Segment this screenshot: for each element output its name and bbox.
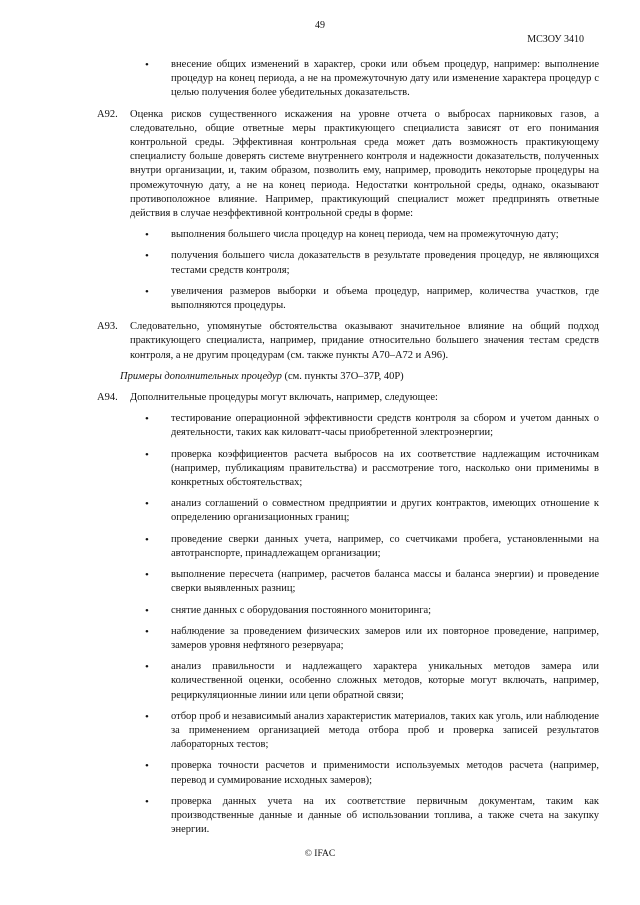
list-item: • получения большего числа доказательств в результате проведения процедур, не являющихся тестами средств контроля;: [145, 250, 599, 276]
bullet-icon: •: [145, 661, 149, 674]
paragraph-text: Дополнительные процедуры могут включать, например, следующее:: [130, 392, 438, 404]
bullet-icon: •: [145, 710, 149, 723]
page-number: 49: [315, 20, 325, 31]
paragraph-number: A94.: [97, 392, 118, 404]
bullet-icon: •: [145, 413, 149, 426]
paragraph-a94: [97, 391, 599, 405]
page-body: [97, 58, 599, 844]
bullet-list-a94: [130, 412, 599, 837]
section-heading: [120, 370, 599, 384]
list-item: • проверка коэффициентов расчета выбросов на их соответствие надлежащим источникам (например, публикациям правительства) и рассмотрение того, насколько они применимы в конкретных обстоятельствах;: [145, 448, 599, 489]
paragraph-text: Следовательно, упомянутые обстоятельства оказывают значительное влияние на общий подход практикующего специалиста, например, придание относительно большего значения тестам средств контроля, а не другим процедурам (см. также пункты А70–А72 и А96).: [130, 321, 599, 361]
bullet-icon: •: [145, 795, 149, 808]
list-item: • выполнение пересчета (например, расчетов баланса массы и баланса энергии) и проведение сверки выявленных разниц;: [145, 569, 599, 595]
paragraph-text: Оценка рисков существенного искажения на уровне отчета о выбросах парниковых газов, а следовательно, общие ответные меры практикующего специалиста зависят от его понимания контрольной среды. Эффективная контрольная среда может дать возможность практикующему специалисту больше доверять системе внутреннего контроля и надежности доказательств, полученных внутри организации, и, таким образом, позволить ему, например, проводить некоторые процедуры на промежуточную дату, а не на конец периода. Недостатки контрольной среды, однако, оказывают противоположное влияние. Например, практикующий специалист может предпринять ответные действия в случае неэффективной контрольной среды в форме:: [130, 108, 599, 220]
list-item: • тестирование операционной эффективности средств контроля за сбором и учетом данных о деятельности, таких как киловатт-часы приобретенной электроэнергии;: [145, 413, 599, 439]
paragraph-a93: [97, 320, 599, 363]
section-heading-reference: (см. пункты 37О–37Р, 40Р): [281, 370, 404, 382]
bullet-icon: •: [145, 625, 149, 638]
bullet-icon: •: [145, 229, 149, 242]
paragraph-a92: [97, 108, 599, 222]
bullet-icon: •: [145, 59, 149, 71]
bullet-list-top: [130, 58, 599, 101]
paragraph-number: A92.: [97, 108, 118, 120]
bullet-list-a92: [130, 228, 599, 313]
list-item: • увеличения размеров выборки и объема процедур, например, количества участков, где выполняются процедуры.: [145, 285, 599, 312]
list-item: • наблюдение за проведением физических замеров или их повторное проведение, например, замеров уровня нефтяного резервуара;: [145, 625, 599, 651]
bullet-icon: •: [145, 533, 149, 546]
bullet-icon: •: [145, 498, 149, 511]
list-item: • проведение сверки данных учета, например, со счетчиками пробега, установленными на автотранспорте, принадлежащем организации;: [145, 533, 599, 559]
bullet-icon: •: [145, 250, 149, 263]
list-item: • снятие данных с оборудования постоянного мониторинга;: [145, 604, 432, 617]
paragraph-number: A93.: [97, 321, 118, 333]
bullet-icon: •: [145, 285, 149, 298]
list-item: • внесение общих изменений в характер, сроки или объем процедур, например: выполнение процедур на конец периода, а не на промежуточную дату или изменение характера процедур с целью получения более убедительных доказательств.: [145, 59, 599, 99]
list-item: • проверка данных учета на их соответствие первичным документам, таким как производственные данные и данные об использовании топлива, а также счета на закупку энергии.: [145, 795, 599, 836]
list-item: • анализ соглашений о совместном предприятии и других контрактов, имеющих отношение к определению организационных границ;: [145, 498, 599, 524]
bullet-icon: •: [145, 569, 149, 582]
bullet-icon: •: [145, 604, 149, 617]
list-item: • проверка точности расчетов и применимости используемых методов расчета (например, перевод и суммирование исходных замеров);: [145, 760, 599, 786]
document-code: МСЗОУ 3410: [527, 34, 584, 45]
footer-copyright: © IFAC: [304, 849, 336, 859]
section-heading-title: Примеры дополнительных процедур: [120, 370, 282, 382]
list-item: • отбор проб и независимый анализ характеристик материалов, таких как уголь, или наблюдение за применением организацией метода отбора проб и проверка записей результатов лабораторных тестов;: [145, 710, 599, 751]
list-item: • выполнения большего числа процедур на конец периода, чем на промежуточную дату;: [145, 229, 559, 242]
bullet-icon: •: [145, 760, 149, 773]
bullet-icon: •: [145, 448, 149, 461]
list-item: • анализ правильности и надлежащего характера уникальных методов замера или количественной оценки, особенно сложных методов, которые могут включать, например, рециркуляционные линии или цепи обратной связи;: [145, 661, 599, 701]
